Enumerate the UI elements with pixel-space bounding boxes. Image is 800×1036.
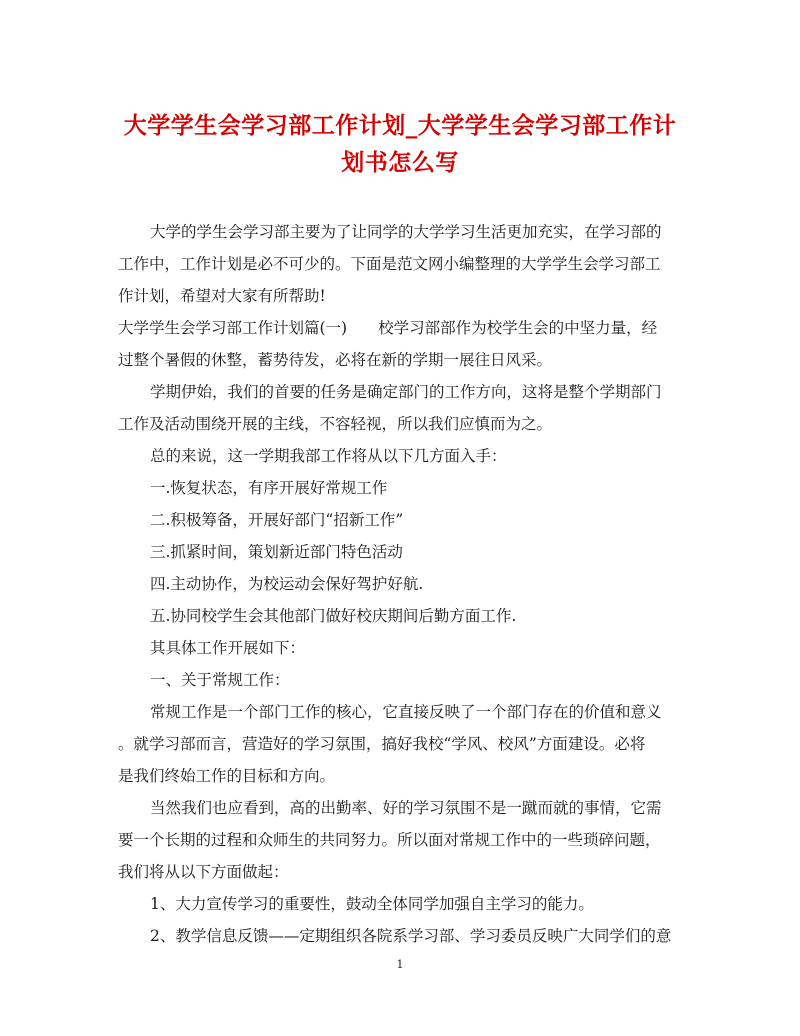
body-line: 我们将从以下方面做起： — [118, 863, 289, 881]
body-line: 工作及活动围绕开展的主线，不容轻视，所以我们应慎而为之。 — [118, 415, 553, 433]
body-line: 是我们终始工作的目标和方向。 — [118, 767, 336, 785]
body-line: 学期伊始，我们的首要的任务是确定部门的工作方向，这将是整个学期部门 — [150, 383, 662, 401]
list-item: 五.协同校学生会其他部门做好校庆期间后勤方面工作. — [150, 607, 517, 625]
body-line: 工作中，工作计划是必不可少的。下面是范文网小编整理的大学学生会学习部工 — [118, 255, 661, 273]
section-heading: 一、关于常规工作： — [150, 671, 290, 689]
body-line: 其具体工作开展如下： — [150, 639, 306, 657]
list-item: 一.恢复状态，有序开展好常规工作 — [150, 479, 388, 497]
body-line: 。就学习部而言，营造好的学习氛围，搞好我校“学风、校风”方面建设。必将 — [118, 735, 646, 753]
body-line: 作计划，希望对大家有所帮助! — [118, 287, 326, 305]
body-line: 要一个长期的过程和众师生的共同努力。所以面对常规工作中的一些琐碎问题， — [118, 831, 661, 849]
body-line: 当然我们也应看到，高的出勤率、好的学习氛围不是一蹴而就的事情，它需 — [150, 799, 662, 817]
list-item: 1、大力宣传学习的重要性，鼓动全体同学加强自主学习的能力。 — [150, 895, 594, 913]
body-line: 大学学生会学习部工作计划篇(一) 校学习部部作为校学生会的中坚力量，经 — [118, 319, 658, 337]
list-item: 二.积极筹备，开展好部门“招新工作” — [150, 511, 404, 529]
body-line: 总的来说，这一学期我部工作将从以下几方面入手： — [150, 447, 507, 465]
list-item: 四.主动协作，为校运动会保好驾护好航. — [150, 575, 424, 593]
body-line: 大学的学生会学习部主要为了让同学的大学学习生活更加充实，在学习部的 — [150, 223, 662, 241]
document-title-line-1: 大学学生会学习部工作计划_大学学生会学习部工作计 — [123, 112, 677, 139]
body-line: 常规工作是一个部门工作的核心，它直接反映了一个部门存在的价值和意义 — [150, 703, 662, 721]
document-title-line-2: 划书怎么写 — [341, 149, 459, 176]
page-number: 1 — [396, 958, 404, 971]
list-item: 三.抓紧时间，策划新近部门特色活动 — [150, 543, 403, 561]
body-line: 过整个暑假的休整，蓄势待发，必将在新的学期一展往日风采。 — [118, 351, 553, 369]
list-item: 2、教学信息反馈——定期组织各院系学习部、学习委员反映广大同学们的意 — [150, 927, 672, 945]
